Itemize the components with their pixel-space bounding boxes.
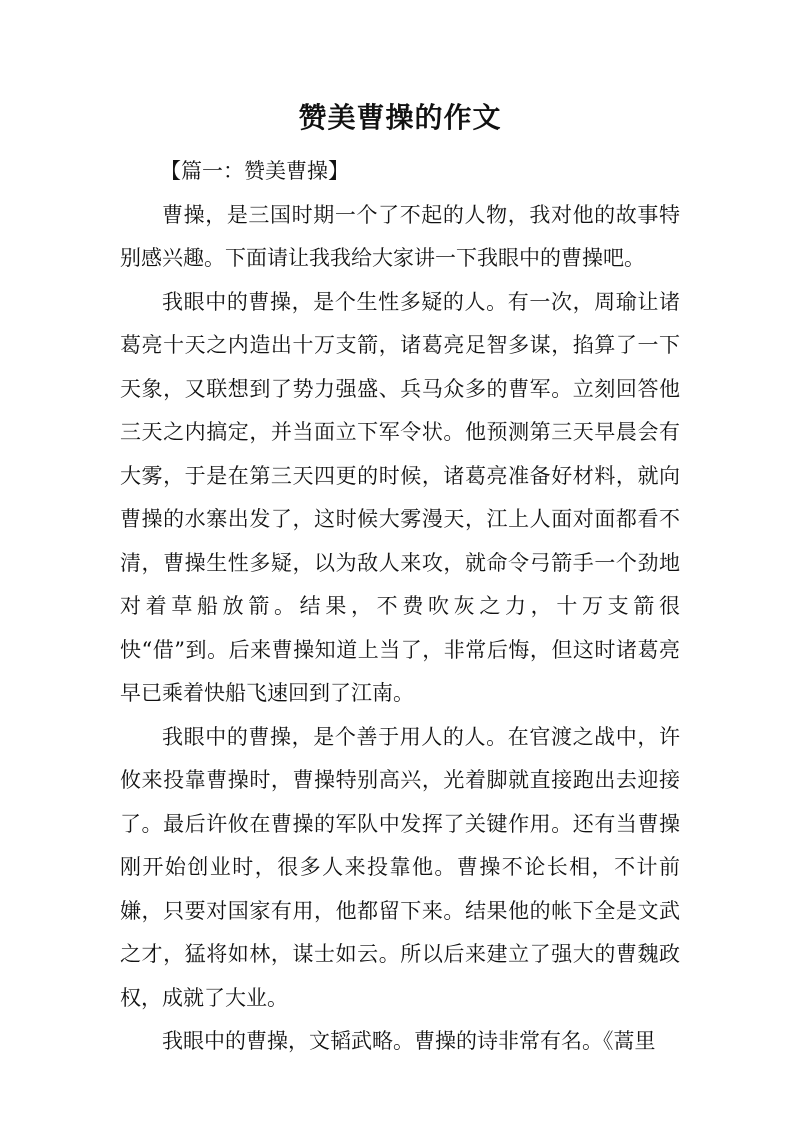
document-title: 赞美曹操的作文 [298, 101, 502, 134]
section-heading: 【篇一：赞美曹操】 [160, 159, 349, 183]
paragraph-suspicious: 我眼中的曹操，是个生性多疑的人。有一次，周瑜让诸葛亮十天之内造出十万支箭，诸葛亮足智多谋，掐算了一下天象，又联想到了势力强盛、兵马众多的曹军。立刻回答他三天之内搞定，并当面立下军令状。他预测第三天早晨会有大雾，于是在第三天四更的时候，诸葛亮准备好材料，就向曹操的水寨出发了，这时候大雾漫天，江上人面对面都看不清，曹操生性多疑，以为敌人来攻，就命令弓箭手一个劲地对着草船放箭。结果，不费吹灰之力，十万支箭很快“借”到。后来曹操知道上当了，非常后悔，但这时诸葛亮早已乘着快船飞速回到了江南。 [120, 289, 680, 705]
paragraph-talent: 我眼中的曹操，是个善于用人的人。在官渡之战中，许攸来投靠曹操时，曹操特别高兴，光着脚就直接跑出去迎接了。最后许攸在曹操的军队中发挥了关键作用。还有当曹操刚开始创业时，很多人来投靠他。曹操不论长相，不计前嫌，只要对国家有用，他都留下来。结果他的帐下全是文武之才，猛将如林，谋士如云。所以后来建立了强大的曹魏政权，成就了大业。 [120, 724, 680, 1010]
document-body [120, 150, 680, 1064]
paragraph-literary: 我眼中的曹操，文韬武略。曹操的诗非常有名。《蒿里 [162, 1029, 656, 1053]
paragraph-intro: 曹操，是三国时期一个了不起的人物，我对他的故事特别感兴趣。下面请让我我给大家讲一下我眼中的曹操吧。 [120, 202, 680, 270]
